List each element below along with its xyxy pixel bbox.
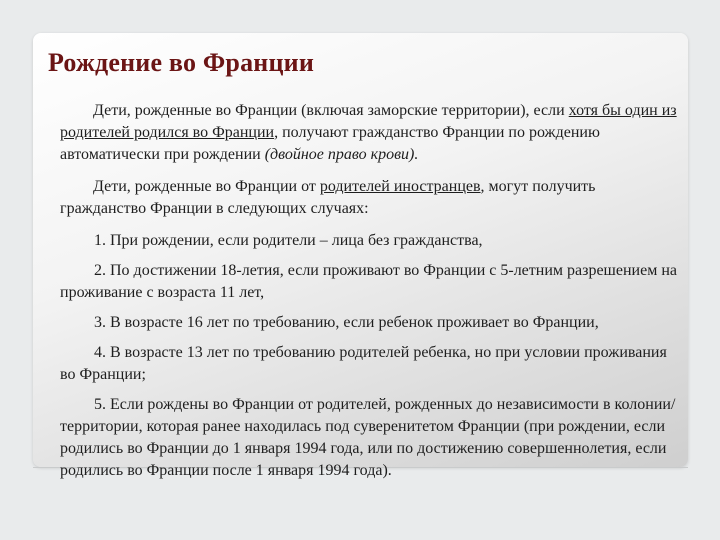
list-item: 1. При рождении, если родители – лица без гражданства, — [94, 232, 483, 249]
list-item: 5. Если рождены во Франции от родителей, рожденных до независимости в колонии/территории, которая ранее находилась под суверенитетом Франции (при рождении, если родились во Франции до 1 января 1994 года, или по достижению совершеннолетия, если родились во Франции после 1 января 1994 года). — [60, 396, 676, 479]
paragraph2-text-start: Дети, рожденные во Франции от — [93, 178, 320, 195]
paragraph1-underlined: хотя бы один из родителей родился во Франции — [60, 102, 677, 141]
list-item: 2. По достижении 18-летия, если проживают во Франции с 5-летним разрешением на проживание с возраста 11 лет, — [60, 262, 677, 301]
list-item: 3. В возрасте 16 лет по требованию, если ребенок проживает во Франции, — [94, 314, 599, 331]
paragraph-foreign-parents — [60, 176, 680, 220]
paragraph2-text-end: , могут получить гражданство Франции в следующих случаях: — [60, 178, 596, 217]
list-item: 4. В возрасте 13 лет по требованию родителей ребенка, но при условии проживания во Франции; — [60, 344, 667, 383]
paragraph-birth-citizenship — [60, 100, 680, 166]
paragraph2-underlined: родителей иностранцев — [319, 178, 481, 195]
slide-title: Рождение во Франции — [48, 48, 315, 77]
paragraph1-text-start: Дети, рожденные во Франции (включая заморские территории), если — [93, 102, 569, 119]
paragraph1-italic: (двойное право крови). — [264, 146, 419, 163]
slide-body — [60, 100, 680, 482]
paragraph1-text-middle: , получают гражданство Франции по рождению автоматически при рождении — [60, 124, 600, 163]
